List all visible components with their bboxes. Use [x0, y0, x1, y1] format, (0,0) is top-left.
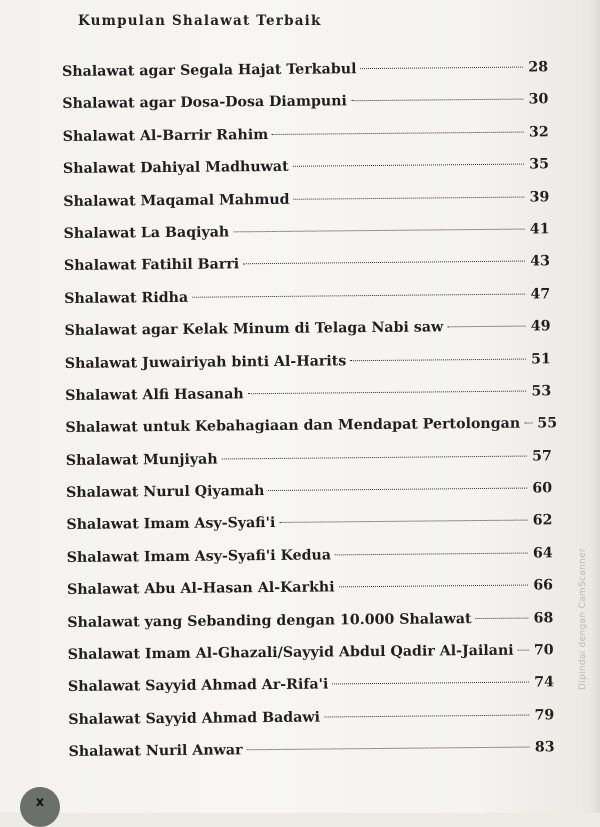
toc-entry [68, 707, 554, 744]
toc-entry [63, 189, 549, 226]
toc-entry [62, 92, 548, 129]
toc-entry [65, 351, 551, 388]
toc-dot-leader [222, 455, 527, 459]
toc-entry-page: 68 [533, 609, 554, 627]
toc-dot-leader [350, 358, 526, 361]
toc-entry-title: Shalawat agar Kelak Minum di Telaga Nabi saw [64, 319, 444, 340]
toc-entry-page: 49 [530, 318, 551, 335]
toc-dot-leader [524, 423, 532, 424]
toc-dot-leader [247, 747, 530, 751]
toc-entry [69, 740, 555, 777]
toc-entry-title: Shalawat Maqamal Mahmud [63, 191, 290, 210]
toc-entry-title: Shalawat Fatihil Barri [63, 256, 240, 275]
page-edge-shadow [590, 0, 600, 813]
toc-entry-page: 51 [531, 350, 551, 368]
toc-entry [66, 513, 552, 550]
toc-dot-leader [192, 293, 525, 297]
toc-entry [64, 254, 550, 291]
toc-entry [65, 415, 558, 453]
toc-entry [66, 448, 552, 485]
toc-dot-leader [294, 196, 525, 199]
toc-entry [68, 642, 554, 679]
toc-entry-page: 53 [531, 383, 552, 400]
toc-dot-leader [272, 131, 524, 134]
toc-entry-title: Shalawat Sayyid Ahmad Ar-Rifa'i [67, 676, 329, 696]
toc-entry-page: 62 [532, 512, 553, 529]
toc-entry [63, 157, 549, 194]
toc-entry-title: Shalawat Juwairiyah binti Al-Harits [64, 352, 347, 372]
toc-entry [65, 383, 551, 420]
toc-entry-title: Shalawat Abu Al-Hasan Al-Karkhi [66, 579, 335, 599]
toc-entry [66, 480, 552, 517]
toc-entry [62, 59, 548, 96]
toc-dot-leader [233, 229, 524, 233]
toc-entry-title: Shalawat Al-Barrir Rahim [62, 126, 269, 145]
toc-entry-title: Shalawat Imam Asy-Syafi'i [66, 515, 276, 534]
toc-entry-title: Shalawat Nurul Qiyamah [66, 483, 265, 502]
toc-entry-page: 47 [530, 286, 551, 303]
page-number-badge [20, 787, 60, 827]
toc-entry-title: Shalawat Imam Al-Ghazali/Sayyid Abdul Qadir Al-Jailani [67, 642, 514, 664]
toc-dot-leader [248, 390, 526, 394]
toc-entry-title: Shalawat Munjiyah [65, 451, 218, 469]
toc-dot-leader [335, 552, 528, 555]
toc-dot-leader [447, 326, 525, 328]
toc-entry [64, 318, 550, 355]
toc-entry-title: Shalawat Ridha [64, 289, 189, 307]
toc-entry-page: 64 [532, 545, 553, 562]
toc-entry [68, 675, 554, 712]
toc-entry-title: Shalawat La Baqiyah [63, 224, 230, 242]
toc-dot-leader [360, 67, 523, 70]
toc-dot-leader [279, 520, 527, 523]
toc-entry-page: 39 [529, 188, 550, 206]
running-head: Kumpulan Shalawat Terbaik [78, 13, 322, 29]
toc-entry [64, 221, 550, 258]
toc-entry-page: 60 [532, 480, 553, 497]
toc-entry [64, 286, 550, 323]
toc-entry-title: Shalawat untuk Kebahagiaan dan Mendapat Pertolongan [65, 415, 521, 437]
toc-entry-page: 35 [529, 156, 550, 173]
toc-entry-page: 83 [534, 739, 555, 756]
toc-entry-title: Shalawat yang Sebanding dengan 10.000 Shalawat [67, 610, 472, 631]
toc-dot-leader [324, 714, 529, 717]
toc-entry-title: Shalawat Alfi Hasanah [65, 386, 244, 404]
toc-entry [67, 610, 553, 647]
toc-dot-leader [268, 488, 527, 491]
toc-entry-page: 41 [529, 221, 550, 238]
toc-entry-page: 55 [537, 415, 558, 432]
toc-entry-page: 70 [533, 642, 554, 659]
toc-entry-title: Shalawat Sayyid Ahmad Badawi [68, 709, 321, 728]
toc-entry-page: 66 [533, 577, 554, 594]
toc-entry-title: Shalawat agar Segala Hajat Terkabul [62, 61, 357, 80]
toc-entry-page: 74 [534, 674, 555, 691]
toc-dot-leader [351, 99, 523, 102]
toc-dot-leader [518, 650, 529, 651]
toc-entry-title: Shalawat Nuril Anwar [68, 742, 243, 761]
toc-dot-leader [476, 617, 529, 619]
toc-dot-leader [332, 682, 529, 685]
toc-entry-title: Shalawat agar Dosa-Dosa Diampuni [62, 93, 347, 113]
toc-entry [67, 578, 553, 615]
toc-dot-leader [243, 261, 525, 265]
toc-entry-page: 79 [534, 707, 555, 724]
scanner-watermark: Dipindai dengan CamScanner [578, 548, 588, 690]
toc-entry-page: 32 [528, 124, 549, 141]
toc-entry-title: Shalawat Imam Asy-Syafi'i Kedua [66, 547, 332, 566]
toc-entry-title: Shalawat Dahiyal Madhuwat [62, 159, 289, 178]
toc-entry [67, 545, 553, 582]
toc-entry-page: 30 [528, 91, 549, 108]
toc-entry-page: 43 [530, 253, 550, 270]
toc-entry [63, 124, 549, 161]
toc-entry-page: 57 [531, 448, 552, 465]
toc-dot-leader [339, 585, 528, 588]
toc-entry-page: 28 [528, 59, 549, 76]
page-number: x [35, 795, 45, 810]
table-of-contents [62, 59, 558, 776]
toc-dot-leader [293, 164, 524, 167]
